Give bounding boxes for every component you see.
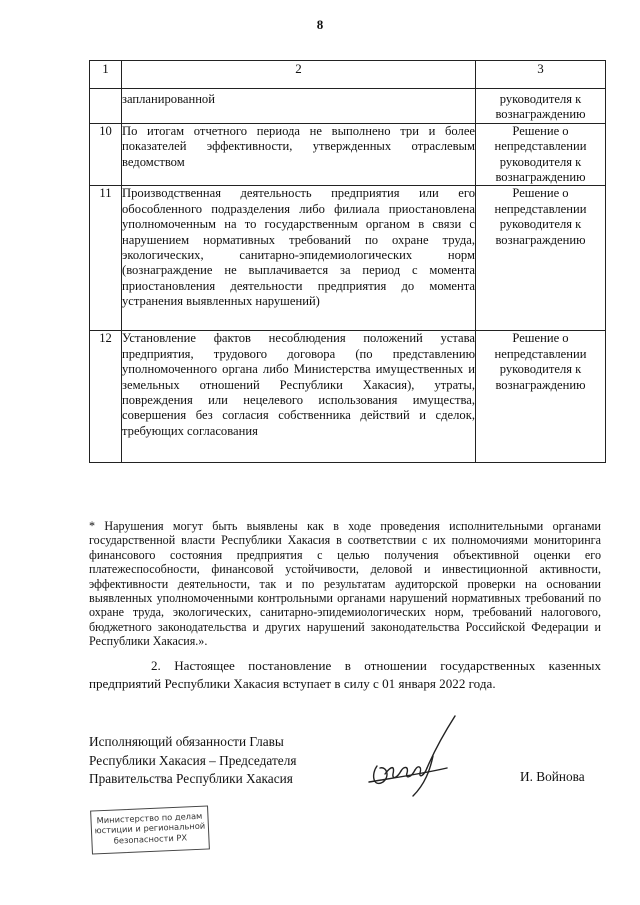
signatory-title-line: Исполняющий обязанности Главы <box>89 734 284 749</box>
signatory-title-line: Республики Хакасия – Председателя <box>89 752 297 768</box>
row-number: 11 <box>90 186 122 331</box>
row-decision: Решение о непредставлении руководителя к вознаграждению <box>476 186 606 331</box>
table-header-row <box>90 61 606 89</box>
header-col-2: 2 <box>122 61 476 89</box>
row-decision: руководителя к вознаграждению <box>476 89 606 124</box>
stamp-line: безопасности РХ <box>113 832 188 846</box>
footnote: * Нарушения могут быть выявлены как в ходе проведения исполнительными органами государственной власти Республики Хакасия в соответствии с их полномочиями мониторинга финансового состояния предприятия с целью получения объективной оценки его платежеспособности, финансовой устойчивости, деловой и инвестиционной активности, эффективности деятельности, так и по результатам аудиторской проверки на основании выявленных уполномоченными контрольными органами нарушений нормативных требований по охране труда, экологических, санитарно-эпидемиологических норм, требований налогового, бюджетного законодательства и других нарушений законодательства Российской Федерации и Республики Хакасия.». <box>89 519 601 649</box>
row-condition: По итогам отчетного периода не выполнено три и более показателей эффективности, утвержденных отраслевым ведомством <box>122 123 476 186</box>
signatory-title <box>89 733 349 789</box>
table-row <box>90 123 606 186</box>
row-number: 10 <box>90 123 122 186</box>
row-number: 12 <box>90 331 122 463</box>
stamp-line: юстиции и региональной <box>94 820 206 836</box>
signatory-title-line: Правительства Республики Хакасия <box>89 771 293 787</box>
row-condition: Установление фактов несоблюдения положений устава предприятия, трудового договора (по представлению уполномоченного органа либо Министерства имущественных и земельных отношений Республики Хакасия), утраты, повреждения или нецелевого использования имущества, совершения без согласия собственника действий и сделок, требующих согласования <box>122 331 476 463</box>
row-decision: Решение о непредставлении руководителя к вознаграждению <box>476 123 606 186</box>
handwritten-signature <box>363 708 473 800</box>
row-condition: Производственная деятельность предприятия или его обособленного подразделения либо филиала приостановлена уполномоченным на то государственным органом в связи с нарушением нормативных требований по охране труда, экологических, санитарно-эпидемиологических норм (вознаграждение не выплачивается за период с момента приостановления деятельности предприятия до момента устранения выявленных нарушений) <box>122 186 476 331</box>
criteria-table <box>89 60 606 463</box>
table-row <box>90 89 606 124</box>
page-number: 8 <box>316 17 324 32</box>
header-col-1: 1 <box>90 61 122 89</box>
effective-date-paragraph: 2. Настоящее постановление в отношении государственных казенных предприятий Республики Хакасия вступает в силу с 01 января 2022 года. <box>89 658 601 691</box>
signer-name: И. Войнова <box>520 769 585 784</box>
table-row <box>90 331 606 463</box>
header-col-3: 3 <box>476 61 606 89</box>
stamp-line: Министерство по делам <box>96 810 203 826</box>
registration-stamp <box>90 805 210 854</box>
table-row <box>90 186 606 331</box>
row-number <box>90 89 122 124</box>
row-decision: Решение о непредставлении руководителя к вознаграждению <box>476 331 606 463</box>
row-condition: запланированной <box>122 89 476 124</box>
